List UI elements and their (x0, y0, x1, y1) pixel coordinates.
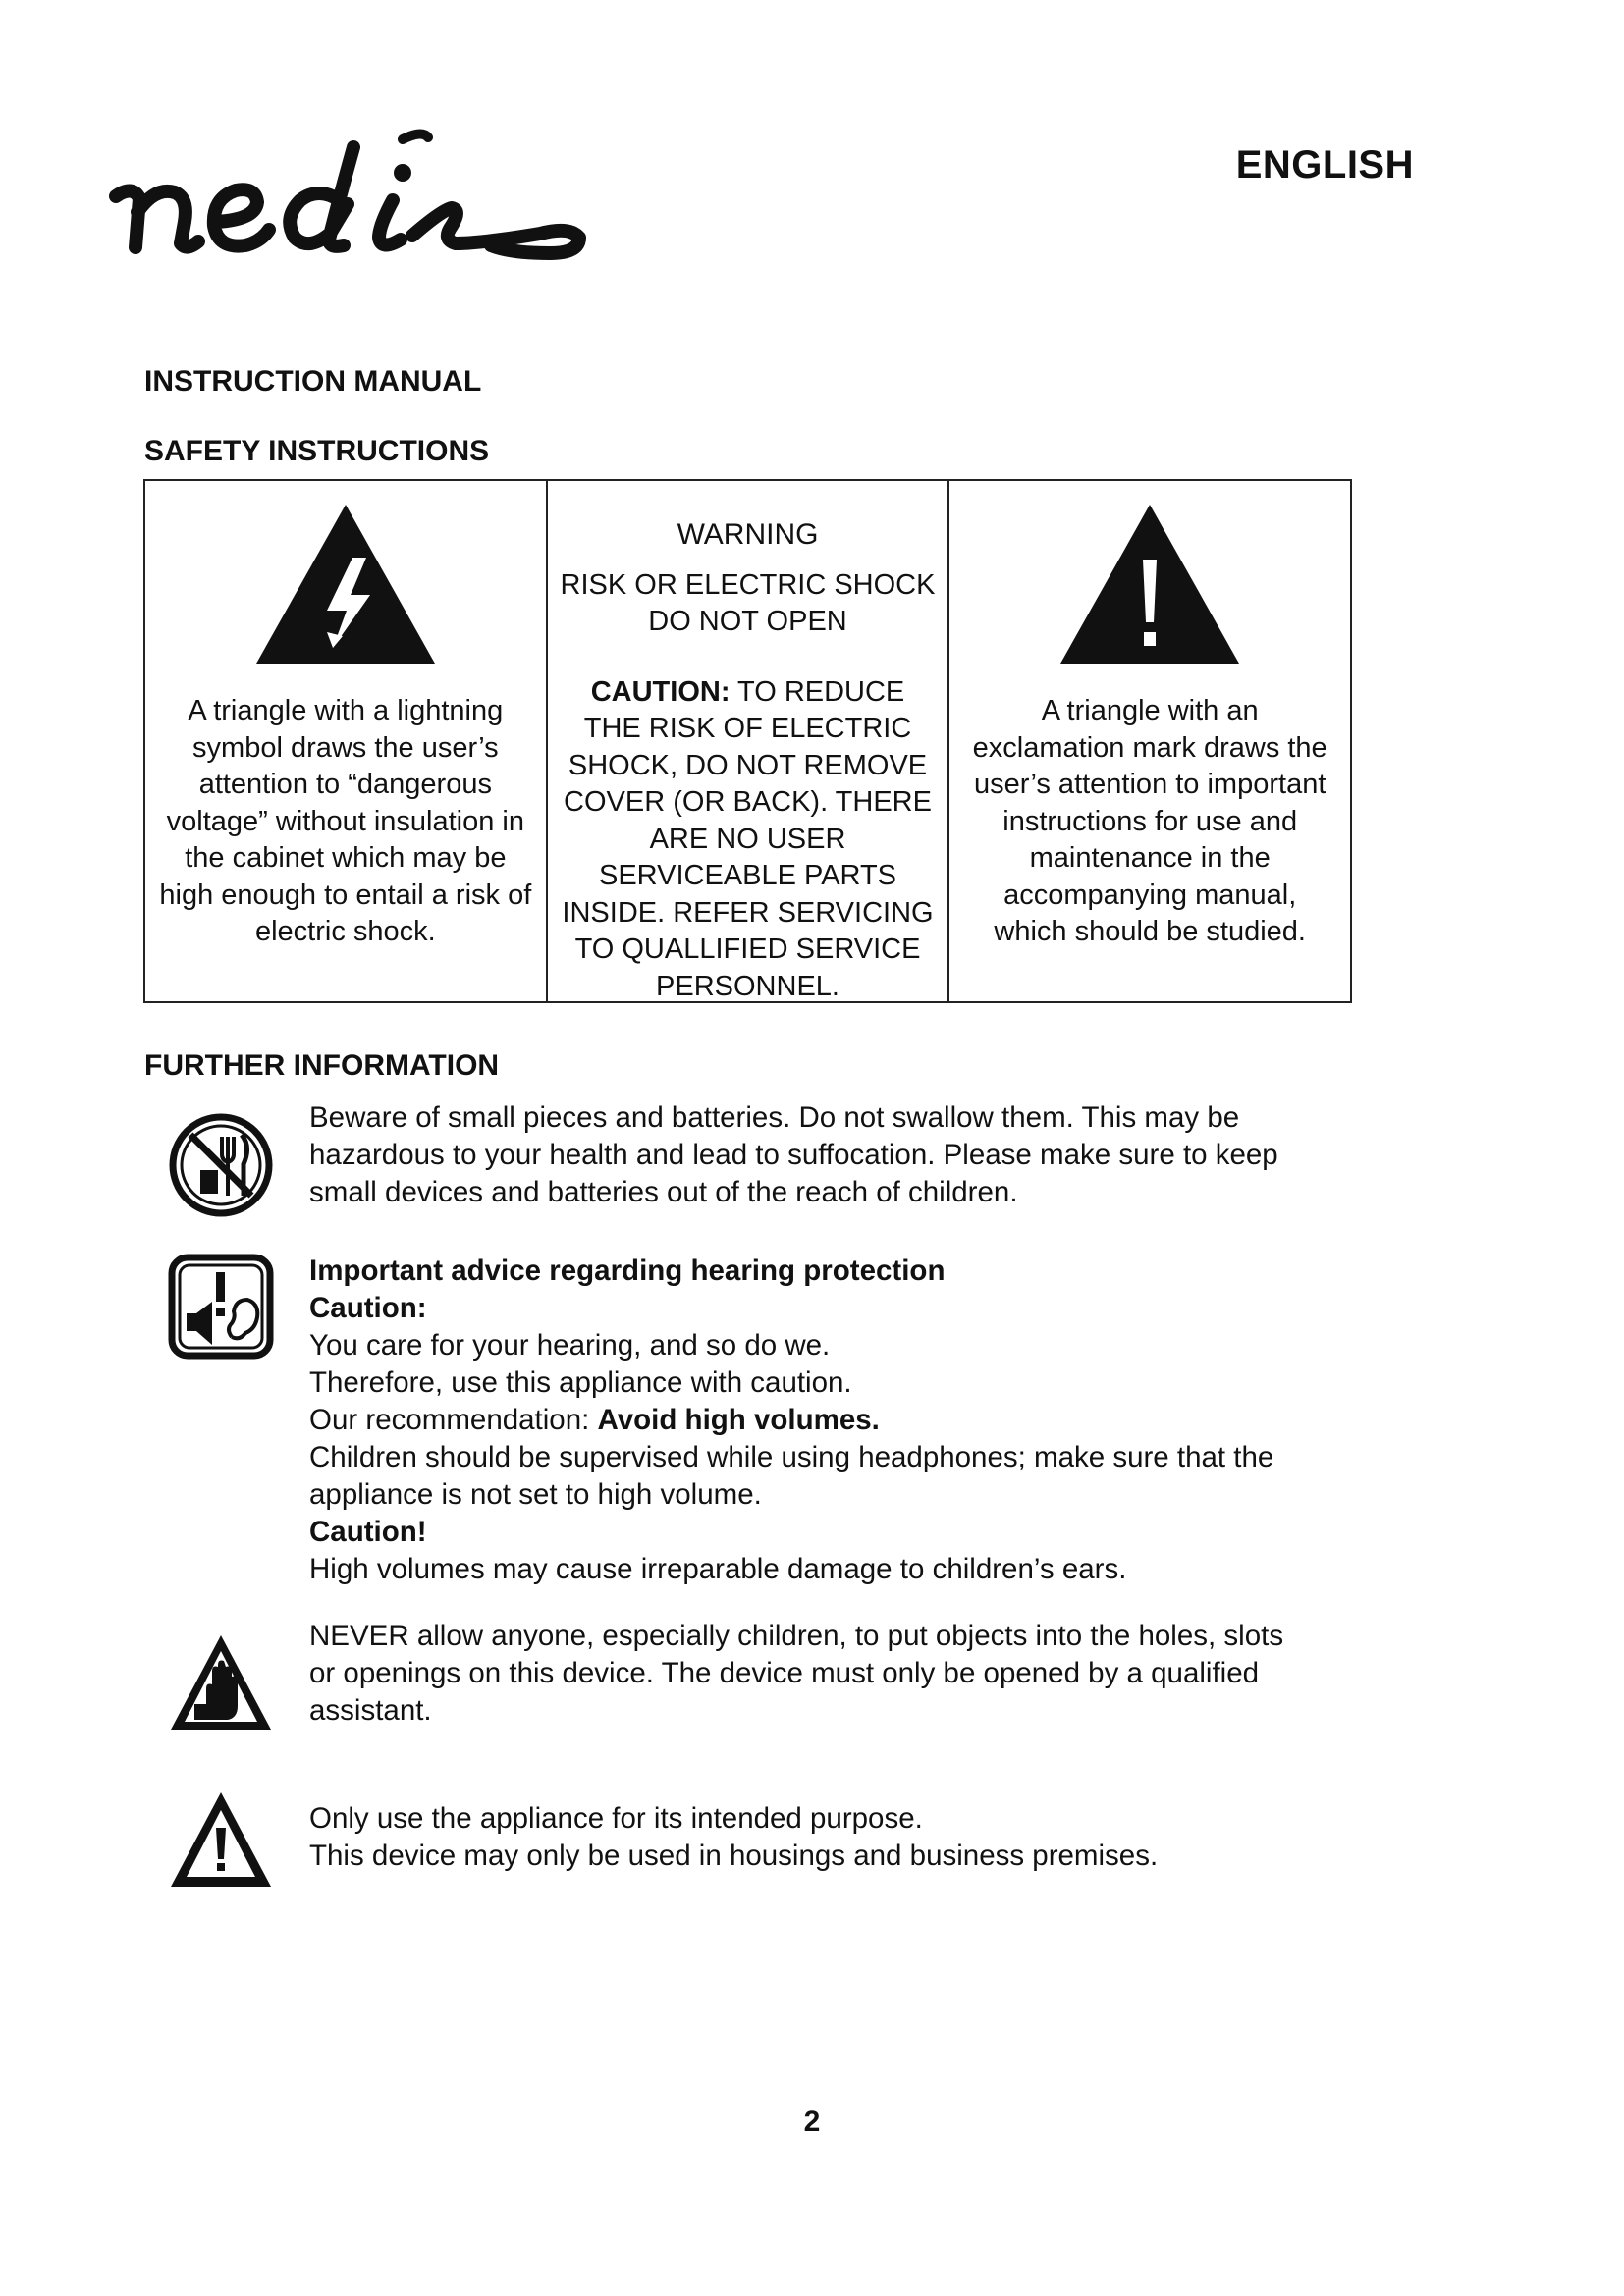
logo-dot (394, 164, 411, 182)
exclamation-warning-triangle-icon (1056, 501, 1243, 667)
hearing-recommendation (309, 1402, 1291, 1439)
hearing-protection-text (309, 1253, 1291, 1588)
intended-purpose-line-2: This device may only be used in housings and business premises. (309, 1840, 1159, 1872)
lightning-symbol-cell (145, 481, 546, 1001)
language-label: ENGLISH (1235, 143, 1414, 187)
lightning-symbol-description: A triangle with a lightning symbol draws the user’s attention to “dangerous voltage” without insulation in the cabinet which may be high enough to entail a risk of electric shock. (159, 695, 532, 947)
further-information-heading: FURTHER INFORMATION (144, 1049, 500, 1082)
intended-purpose-text (309, 1800, 1291, 1875)
warning-subtitle (561, 567, 936, 641)
hearing-line-2: Therefore, use this appliance with caution. (309, 1366, 852, 1399)
page-number: 2 (803, 2106, 821, 2138)
hearing-line-1: You care for your hearing, and so do we. (309, 1329, 831, 1362)
hearing-caution-label: Caution: (309, 1292, 427, 1324)
warning-cell (546, 481, 948, 1001)
warning-subtitle-line2: DO NOT OPEN (648, 606, 847, 637)
no-swallowing-icon (167, 1107, 275, 1223)
caution-triangle-icon (167, 1789, 275, 1896)
nedis-logo (108, 128, 599, 265)
lightning-warning-triangle-icon (252, 501, 439, 667)
small-parts-text (309, 1099, 1291, 1211)
exclamation-symbol-description: A triangle with an exclamation mark draws the user’s attention to important instructions for use and maintenance in the accompanying manual, which should be studied. (972, 695, 1327, 947)
warning-title: WARNING (677, 518, 819, 551)
hearing-caution2-label: Caution! (309, 1516, 427, 1548)
openings-text (309, 1618, 1291, 1730)
recommendation-prefix: Our recommendation: (309, 1404, 598, 1436)
hand-warning-triangle-icon (167, 1631, 275, 1739)
intended-purpose-line-1: Only use the appliance for its intended purpose. (309, 1802, 923, 1835)
hearing-line-4: Children should be supervised while using headphones; make sure that the appliance is not set to high volume. (309, 1441, 1274, 1511)
instruction-manual-heading: INSTRUCTION MANUAL (144, 365, 482, 398)
recommendation-bold: Avoid high volumes. (597, 1404, 880, 1436)
exclamation-symbol-cell (947, 481, 1350, 1001)
safety-instructions-heading: SAFETY INSTRUCTIONS (144, 435, 490, 467)
hearing-line-5: High volumes may cause irreparable damage to children’s ears. (309, 1553, 1127, 1585)
caution-label: CAUTION: (590, 675, 731, 708)
openings-paragraph: NEVER allow anyone, especially children, to put objects into the holes, slots or openings on this device. The device must only be opened by a qualified assistant. (309, 1620, 1284, 1727)
caution-text (548, 674, 948, 1006)
warning-subtitle-line1: RISK OR ELECTRIC SHOCK (560, 568, 936, 601)
hearing-protection-title: Important advice regarding hearing protection (309, 1255, 946, 1287)
caution-body: TO REDUCE THE RISK OF ELECTRIC SHOCK, DO NOT REMOVE COVER (OR BACK). THERE ARE NO USER SERVICEABLE PARTS INSIDE. REFER SERVICING TO QUALLIFIED SERVICE PERSONNEL. (562, 675, 934, 1002)
safety-symbols-table (143, 479, 1352, 1003)
small-parts-paragraph: Beware of small pieces and batteries. Do not swallow them. This may be hazardous to your health and lead to suffocation. Please make sure to keep small devices and batteries out of the reach of children. (309, 1101, 1278, 1208)
hearing-protection-icon (167, 1253, 275, 1361)
